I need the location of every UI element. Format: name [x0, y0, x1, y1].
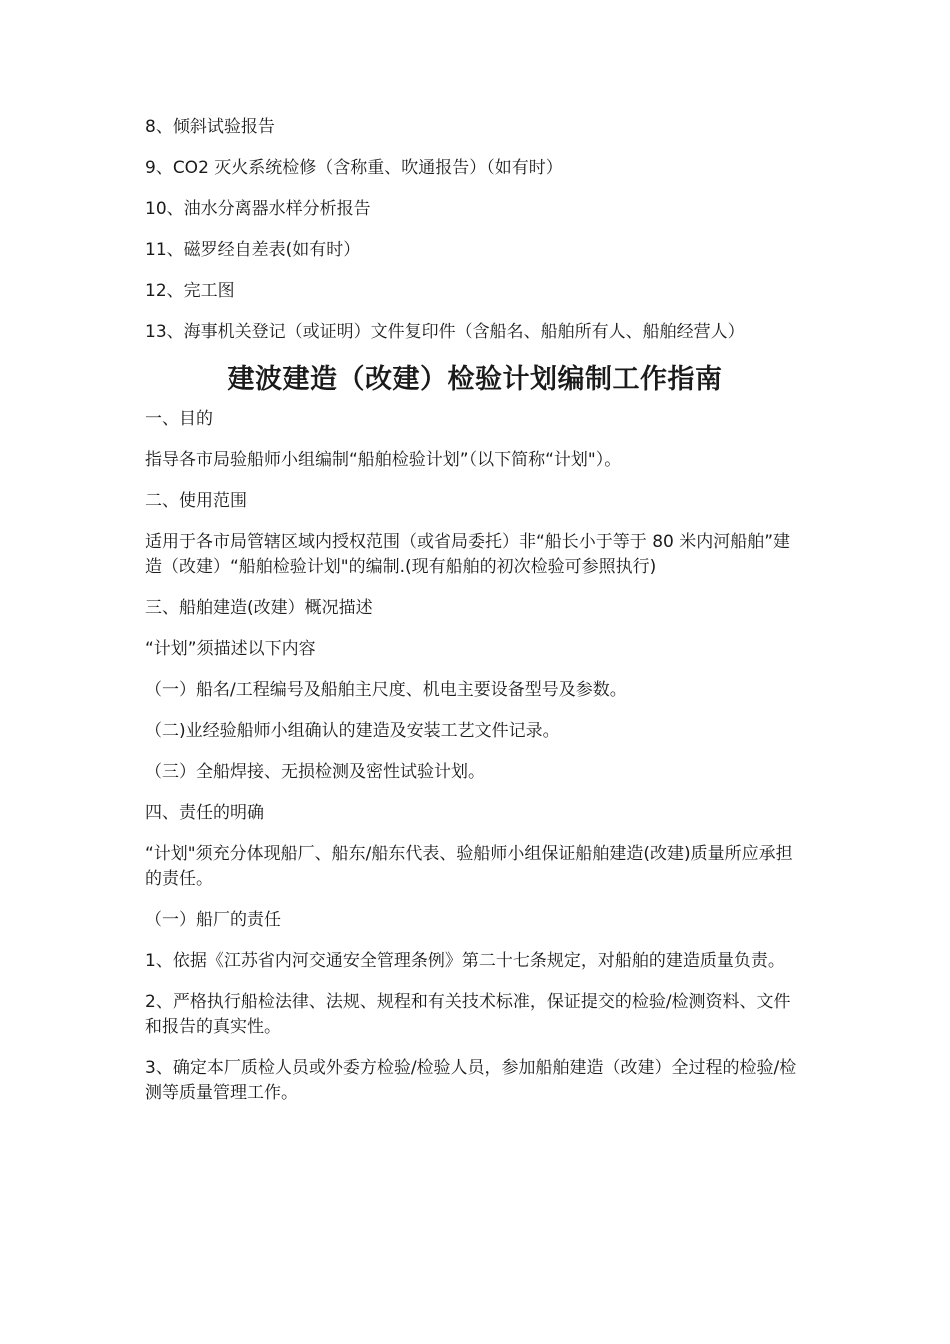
paragraph: “计划"须充分体现船厂、船东/船东代表、验船师小组保证船舶建造(改建)质量所应承担的责任。	[145, 844, 793, 889]
document-page	[145, 115, 805, 1122]
paragraph: “计划”须描述以下内容	[145, 639, 316, 659]
list-item: 8、倾斜试验报告	[145, 117, 275, 137]
list-item: 10、油水分离器水样分析报告	[145, 199, 371, 219]
section-heading-purpose: 一、目的	[145, 409, 213, 429]
section-heading-scope: 二、使用范围	[145, 491, 247, 511]
list-item: 11、磁罗经自差表(如有时）	[145, 240, 361, 260]
section-heading-overview: 三、船舶建造(改建）概况描述	[145, 598, 373, 618]
sub-item: （一）船名/工程编号及船舶主尺度、机电主要设备型号及参数。	[145, 680, 627, 700]
list-item: 3、确定本厂质检人员或外委方检验/检验人员，参加船舶建造（改建）全过程的检验/检测等质量管理工作。	[145, 1058, 797, 1103]
document-title: 建波建造（改建）检验计划编制工作指南	[227, 364, 723, 395]
sub-item: （三）全船焊接、无损检测及密性试验计划。	[145, 762, 485, 782]
list-item: 13、海事机关登记（或证明）文件复印件（含船名、船舶所有人、船舶经营人）	[145, 322, 745, 342]
sub-heading-shipyard: （一）船厂的责任	[145, 910, 281, 930]
list-item: 9、CO2 灭火系统检修（含称重、吹通报告）（如有时）	[145, 158, 563, 178]
paragraph: 指导各市局验船师小组编制“船舶检验计划”（以下简称“计划"）。	[145, 450, 622, 470]
list-item: 1、依据《江苏省内河交通安全管理条例》第二十七条规定，对船舶的建造质量负责。	[145, 951, 785, 971]
paragraph: 适用于各市局管辖区域内授权范围（或省局委托）非“船长小于等于 80 米内河船舶”建造（改建）“船舶检验计划"的编制.(现有船舶的初次检验可参照执行)	[145, 532, 791, 577]
list-item: 2、严格执行船检法律、法规、规程和有关技术标准，保证提交的检验/检测资料、文件和报告的真实性。	[145, 992, 791, 1037]
section-heading-responsibility: 四、责任的明确	[145, 803, 264, 823]
sub-item: （二)业经验船师小组确认的建造及安装工艺文件记录。	[145, 721, 560, 741]
list-item: 12、完工图	[145, 281, 235, 301]
